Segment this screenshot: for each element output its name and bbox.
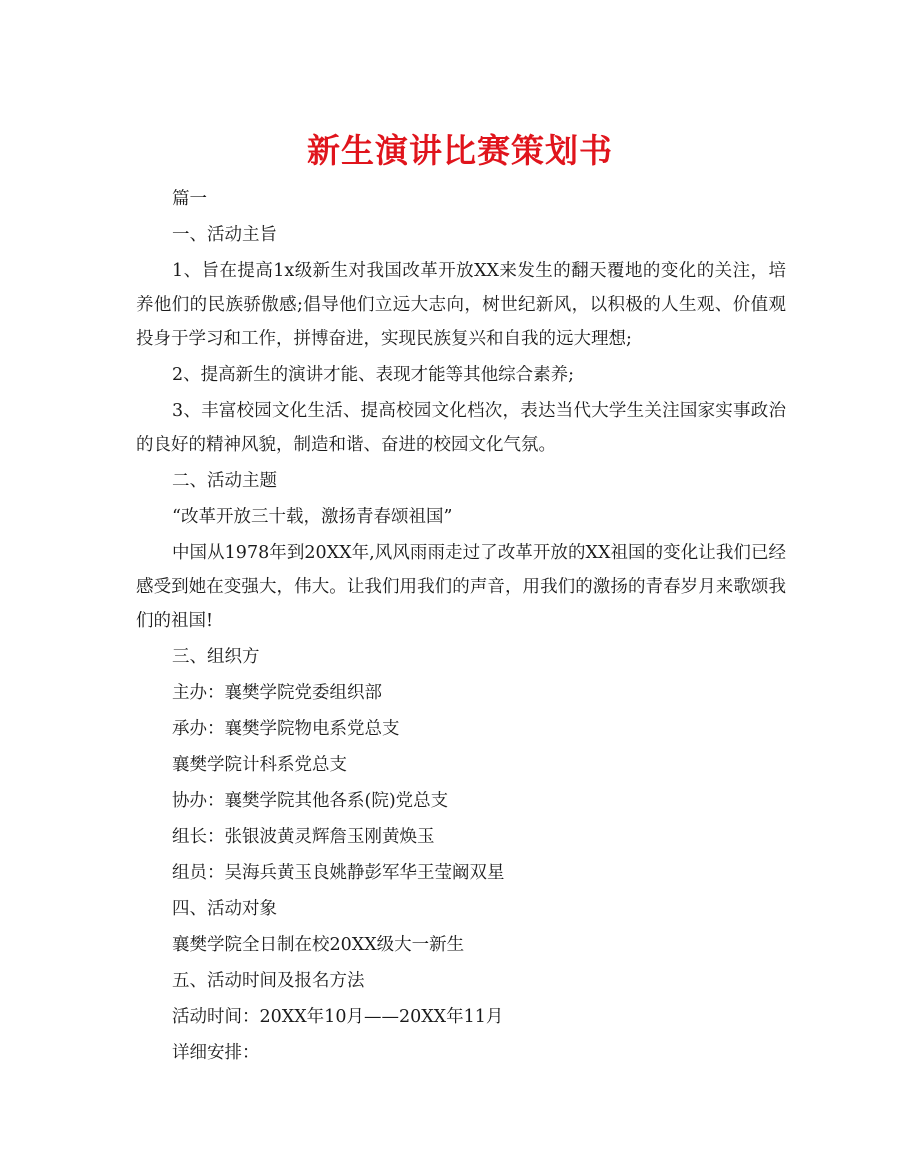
organizer-host: 主办：襄樊学院党委组织部: [172, 683, 382, 703]
target-description: 襄樊学院全日制在校20XX级大一新生: [172, 935, 465, 955]
organizer-assist: 协办：襄樊学院其他各系(院)党总支: [172, 791, 449, 811]
purpose-item-2: 2、提高新生的演讲才能、表现才能等其他综合素养;: [172, 365, 575, 385]
heading-target: 四、活动对象: [172, 899, 277, 919]
purpose-item-3: 3、丰富校园文化生活、提高校园文化档次，表达当代大学生关注国家实事政治的良好的精神风貌，制造和谐、奋进的校园文化气氛。: [136, 401, 786, 455]
heading-schedule: 五、活动时间及报名方法: [172, 971, 365, 991]
organizer-members: 组员：吴海兵黄玉良姚静彭军华王莹阚双星: [172, 863, 505, 883]
section-label: 篇一: [172, 189, 207, 209]
heading-theme: 二、活动主题: [172, 471, 277, 491]
theme-description: 中国从1978年到20XX年,风风雨雨走过了改革开放的XX祖国的变化让我们已经感受到她在变强大，伟大。让我们用我们的声音，用我们的激扬的青春岁月来歌颂我们的祖国!: [136, 543, 786, 631]
organizer-undertaker: 承办：襄樊学院物电系党总支: [172, 719, 400, 739]
organizer-leaders: 组长：张银波黄灵辉詹玉刚黄焕玉: [172, 827, 435, 847]
document-title: 新生演讲比赛策划书: [307, 131, 613, 170]
schedule-time: 活动时间：20XX年10月——20XX年11月: [172, 1007, 504, 1027]
document-body: [136, 182, 786, 1072]
heading-purpose: 一、活动主旨: [172, 225, 277, 245]
schedule-details: 详细安排：: [172, 1043, 260, 1063]
purpose-item-1: 1、旨在提高1x级新生对我国改革开放XX来发生的翻天覆地的变化的关注，培养他们的民族骄傲感;倡导他们立远大志向，树世纪新风，以积极的人生观、价值观投身于学习和工作，拼博奋进，实现民族复兴和自我的远大理想;: [136, 261, 786, 349]
organizer-undertaker-2: 襄樊学院计科系党总支: [172, 755, 347, 775]
theme-slogan: “改革开放三十载，激扬青春颂祖国”: [172, 507, 453, 527]
heading-organizers: 三、组织方: [172, 647, 260, 667]
